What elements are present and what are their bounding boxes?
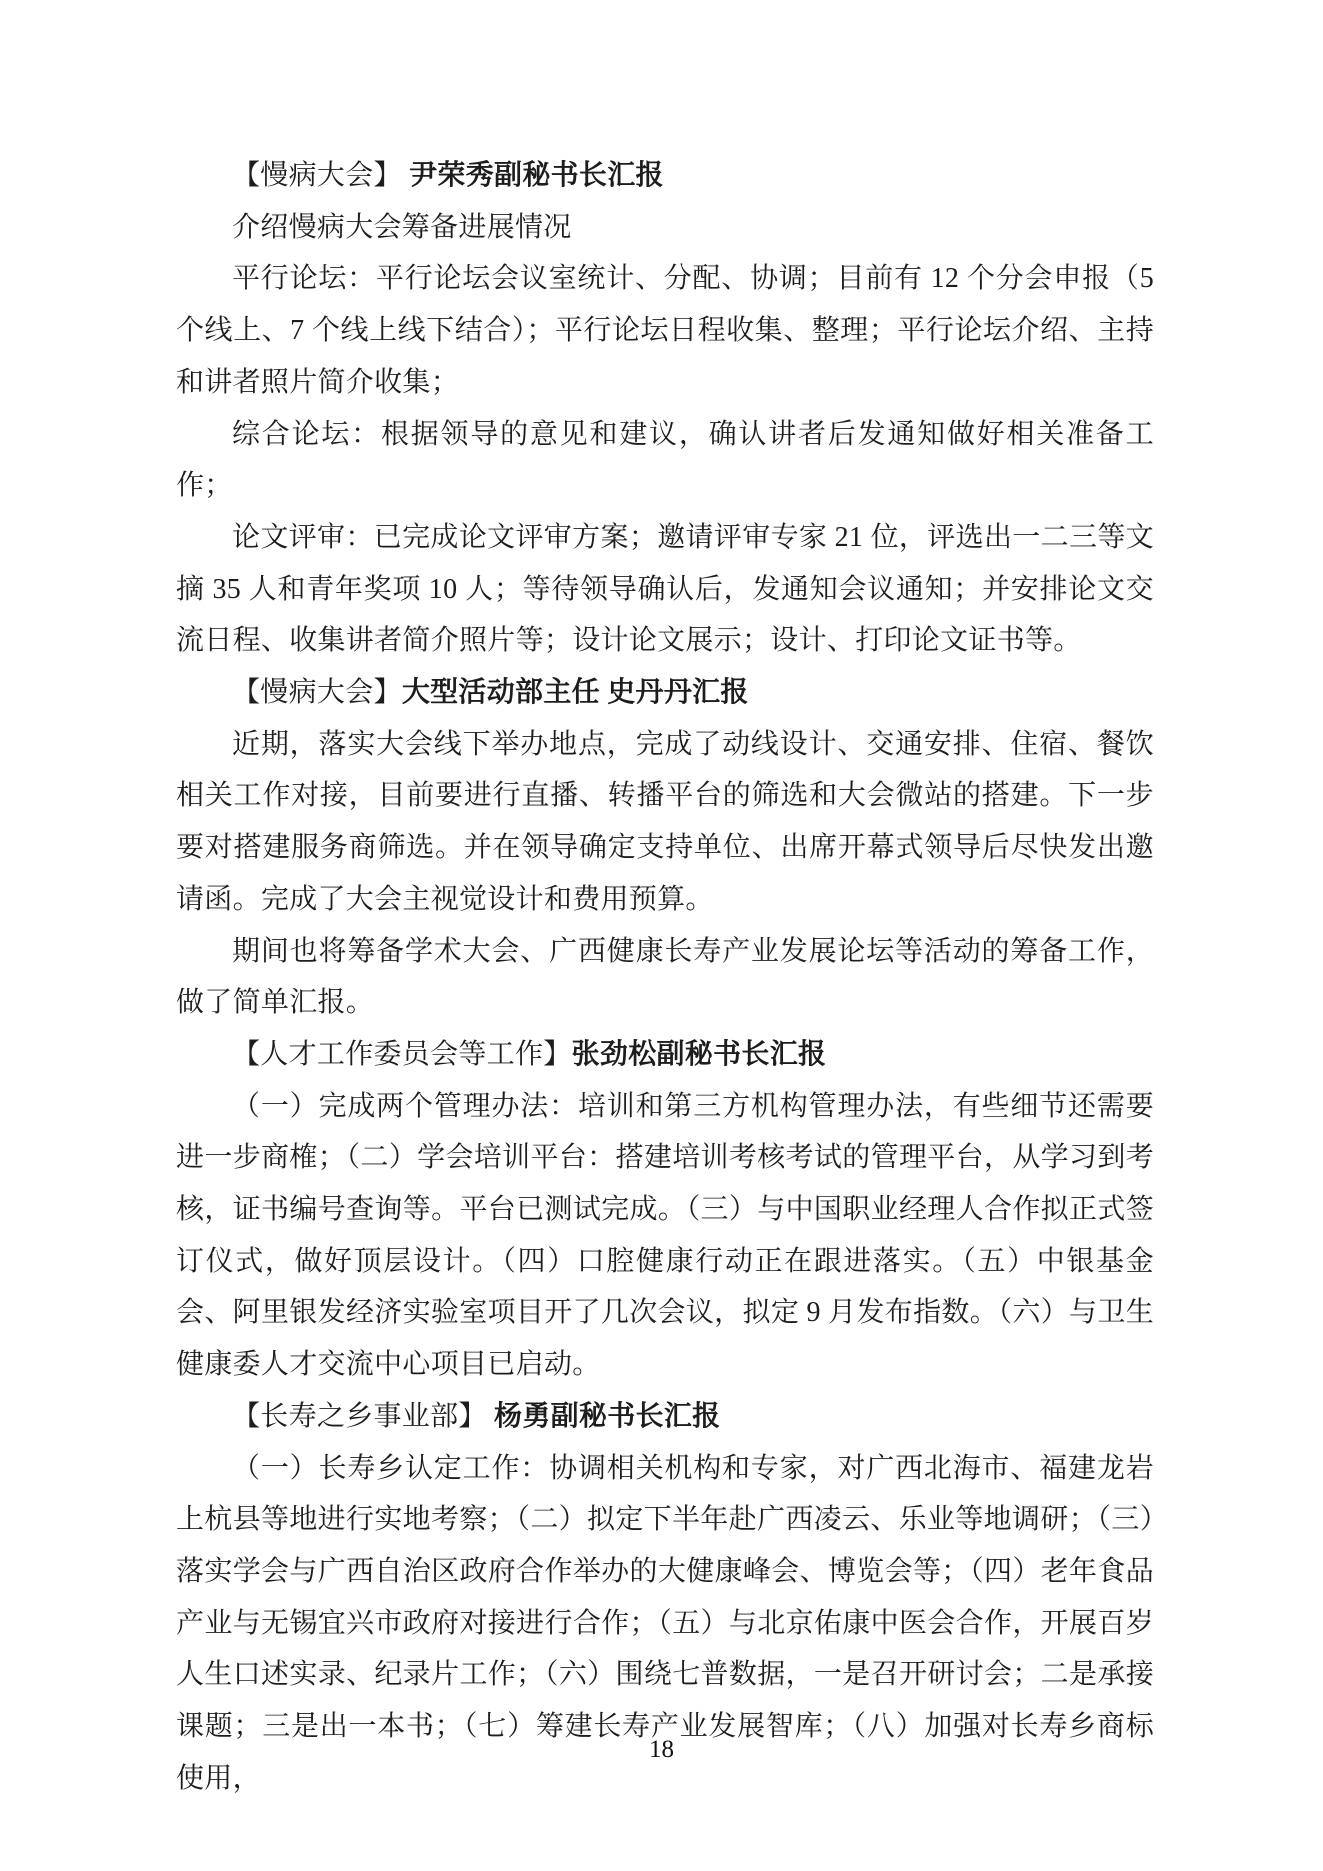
body-paragraph: 平行论坛：平行论坛会议室统计、分配、协调；目前有 12 个分会申报（5 个线上、7 个线上线下结合）；平行论坛日程收集、整理；平行论坛介绍、主持和讲者照片简介收集； — [176, 263, 1154, 398]
heading-section-tag: 【人才工作委员会等工作】 — [232, 1038, 572, 1070]
body-paragraph: （一）长寿乡认定工作：协调相关机构和专家，对广西北海市、福建龙岩上杭县等地进行实地考察；（二）拟定下半年赴广西凌云、乐业等地调研；（三）落实学会与广西自治区政府合作举办的大健康峰会、博览会等；（四）老年食品产业与无锡宜兴市政府对接进行合作；（五）与北京佑康中医会合作，开展百岁人生口述实录、纪录片工作；（六）围绕七普数据，一是召开研讨会；二是承接课题；三是出一本书；（七）筹建长寿产业发展智库；（八）加强对长寿乡商标使用， — [176, 1452, 1154, 1794]
heading-section-tag: 【慢病大会】 — [232, 160, 402, 191]
body-paragraph: 综合论坛：根据领导的意见和建议，确认讲者后发通知做好相关准备工作； — [176, 418, 1154, 502]
heading-reporter: 杨勇副秘书长汇报 — [494, 1400, 721, 1432]
page-footer — [0, 1736, 1323, 1764]
section-heading — [176, 150, 1154, 202]
heading-reporter: 张劲松副秘书长汇报 — [571, 1038, 827, 1070]
body-paragraph: 期间也将筹备学术大会、广西健康长寿产业发展论坛等活动的筹备工作，做了简单汇报。 — [176, 935, 1154, 1019]
section-heading — [176, 1391, 1154, 1443]
heading-reporter: 大型活动部主任 史丹丹汇报 — [401, 677, 749, 709]
section-heading — [176, 1029, 1154, 1081]
section-heading — [176, 667, 1154, 719]
heading-section-tag: 【慢病大会】 — [232, 677, 402, 709]
body-paragraph: 介绍慢病大会筹备进展情况 — [232, 211, 572, 243]
document-body — [176, 150, 1154, 1805]
body-paragraph: 论文评审：已完成论文评审方案；邀请评审专家 21 位，评选出一二三等文摘 35 人和青年奖项 10 人；等待领导确认后，发通知会议通知；并安排论文交流日程、收集讲者简介照片等；设计论文展示；设计、打印论文证书等。 — [176, 521, 1154, 657]
body-paragraph: 近期，落实大会线下举办地点，完成了动线设计、交通安排、住宿、餐饮相关工作对接，目前要进行直播、转播平台的筛选和大会微站的搭建。下一步要对搭建服务商筛选。并在领导确定支持单位、出席开幕式领导后尽快发出邀请函。完成了大会主视觉设计和费用预算。 — [176, 728, 1154, 915]
heading-reporter: 尹荣秀副秘书长汇报 — [409, 160, 664, 191]
page-number: 18 — [649, 1736, 674, 1763]
body-paragraph: （一）完成两个管理办法：培训和第三方机构管理办法，有些细节还需要进一步商榷；（二）学会培训平台：搭建培训考核考试的管理平台，从学习到考核，证书编号查询等。平台已测试完成。（三）与中国职业经理人合作拟正式签订仪式，做好顶层设计。（四）口腔健康行动正在跟进落实。（五）中银基金会、阿里银发经济实验室项目开了几次会议，拟定 9 月发布指数。（六）与卫生健康委人才交流中心项目已启动。 — [176, 1090, 1154, 1381]
heading-section-tag: 【长寿之乡事业部】 — [232, 1400, 487, 1432]
